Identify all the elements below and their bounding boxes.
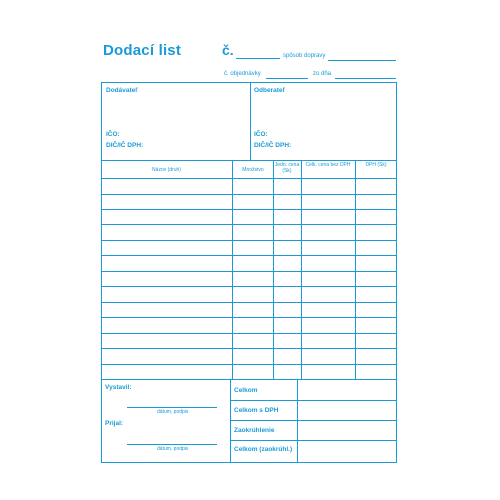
table-row-line bbox=[101, 271, 397, 272]
total-rounded-label: Celkom (zaokrúhl.) bbox=[234, 446, 293, 453]
document-number-label: č. bbox=[222, 42, 234, 58]
table-row-line bbox=[101, 224, 397, 225]
delivery-note-frame bbox=[101, 82, 397, 463]
order-number-label: č. objednávky bbox=[224, 71, 261, 77]
totals-row-line-3 bbox=[230, 440, 397, 441]
rounding-label: Zaokrúhlenie bbox=[234, 427, 275, 434]
totals-row-line-1 bbox=[230, 400, 397, 401]
table-row-line bbox=[101, 333, 397, 334]
transport-line[interactable] bbox=[328, 60, 396, 61]
footer-divider bbox=[230, 379, 231, 463]
customer-label: Odberateľ bbox=[254, 87, 286, 94]
table-row-line bbox=[101, 302, 397, 303]
table-row-line bbox=[101, 348, 397, 349]
supplier-ico-label: IČO: bbox=[106, 131, 120, 138]
total-label: Celkom bbox=[234, 387, 258, 394]
transport-label: spôsob dopravy bbox=[283, 53, 326, 59]
totals-row-line-2 bbox=[230, 420, 397, 421]
order-date-label: zo dňa bbox=[313, 71, 332, 77]
received-by-label: Prijal: bbox=[105, 420, 124, 427]
customer-dic-label: DIČ/IČ DPH: bbox=[254, 142, 292, 149]
issued-by-label: Vystavil: bbox=[105, 384, 132, 391]
supplier-label: Dodávateľ bbox=[106, 87, 138, 94]
received-by-signature-line[interactable] bbox=[127, 444, 217, 445]
customer-ico-label: IČO: bbox=[254, 131, 268, 138]
document-number-line[interactable] bbox=[236, 58, 280, 59]
total-vat-label: Celkom s DPH bbox=[234, 407, 279, 414]
column-header-unit-price: Jedn. cena (Sk) bbox=[274, 162, 300, 174]
table-top-border bbox=[101, 160, 397, 161]
order-number-line[interactable] bbox=[266, 78, 308, 79]
table-row-line bbox=[101, 317, 397, 318]
column-header-name: Názov (druh) bbox=[152, 167, 181, 173]
table-bottom-border bbox=[101, 379, 397, 380]
table-row-line bbox=[101, 364, 397, 365]
received-by-sign-caption: dátum, podpis bbox=[157, 446, 189, 452]
column-header-quantity: Množstvo bbox=[242, 167, 264, 173]
parties-divider bbox=[250, 82, 251, 160]
document-title: Dodací list bbox=[103, 42, 182, 59]
table-row-line bbox=[101, 240, 397, 241]
order-date-line[interactable] bbox=[335, 78, 396, 79]
issued-by-signature-line[interactable] bbox=[127, 407, 217, 408]
table-row-line bbox=[101, 194, 397, 195]
table-row-line bbox=[101, 286, 397, 287]
table-header-bottom bbox=[101, 178, 397, 179]
table-row-line bbox=[101, 209, 397, 210]
totals-divider bbox=[297, 379, 298, 463]
column-header-total-no-vat: Celk. cena bez DPH bbox=[305, 162, 351, 168]
table-row-line bbox=[101, 255, 397, 256]
column-header-vat: DPH (Sk) bbox=[365, 162, 387, 168]
issued-by-sign-caption: dátum, podpis bbox=[157, 409, 189, 415]
supplier-dic-label: DIČ/IČ DPH: bbox=[106, 142, 144, 149]
